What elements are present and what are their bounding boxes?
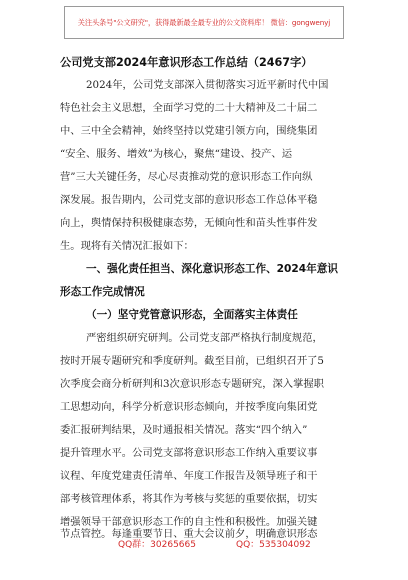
body-line: 工思想动向，科学分析意识形态倾向，并按季度向集团党 (60, 401, 318, 413)
section-heading-cont: 形态工作完成情况 (60, 286, 145, 298)
promo-banner-text: 关注头条号"公文研究"，获得最新最全最专业的公文资料库！ 微信：gongwenyj (77, 17, 331, 27)
body-line: 增强领导干部意识形态工作的自主性和积极性。加强关键 (60, 516, 318, 528)
body-line: 委汇报研判结果，及时通报相关情况。落实“四个纳入” (60, 424, 308, 436)
body-line: 营”三大关键任务，尽心尽责推动党的意识形态工作向纵 (60, 171, 313, 183)
document-title: 公司党支部2024年意识形态工作总结（2467字） (60, 56, 313, 69)
body-line: 严密组织研究研判。公司党支部严格执行制度规范， (86, 332, 323, 344)
body-line: 深发展。报告期内，公司党支部的意识形态工作总体平稳 (60, 194, 318, 206)
body-line: 2024年，公司党支部深入贯彻落实习近平新时代中国 (86, 79, 329, 91)
body-line: 向上，舆情保持积极健康态势，无倾向性和苗头性事件发 (60, 217, 318, 229)
body-line: 提升管理水平。公司党支部将意识形态工作纳入重要议事 (60, 447, 318, 459)
footer-qq: QQ：535304092 (236, 540, 311, 550)
body-line: “安全、服务、增效”为核心，聚焦“建设、投产、运 (60, 148, 293, 160)
subsection-heading: （一）坚守党管意识形态，全面落实主体责任 (86, 309, 298, 321)
body-line: 特色社会主义思想，全面学习党的二十大精神及二十届二 (60, 102, 318, 114)
body-line: 议程、年度党建责任清单、年度工作报告及领导班子和干 (60, 470, 318, 482)
body-line: 中、三中全会精神，始终坚持以党建引领方向，围绕集团 (60, 125, 318, 137)
promo-banner (64, 6, 344, 39)
body-line-last: 节点管控。每逢重要节日、重大会议前夕，明确意识形态 (60, 528, 318, 540)
section-heading: 一、强化责任担当、深化意识形态工作、2024年意识 (86, 263, 338, 275)
body-line: 生。现将有关情况汇报如下： (60, 240, 194, 252)
body-line: 按时开展专题研究和季度研判。截至目前，已组织召开了5 (60, 355, 324, 367)
body-line: 部考核管理体系，将其作为考核与奖惩的重要依据，切实 (60, 493, 318, 505)
footer-qq-group: QQ群：30265665 (118, 540, 196, 550)
body-line: 次季度会商分析研判和3次意识形态专题研究，深入掌握职 (60, 378, 324, 390)
